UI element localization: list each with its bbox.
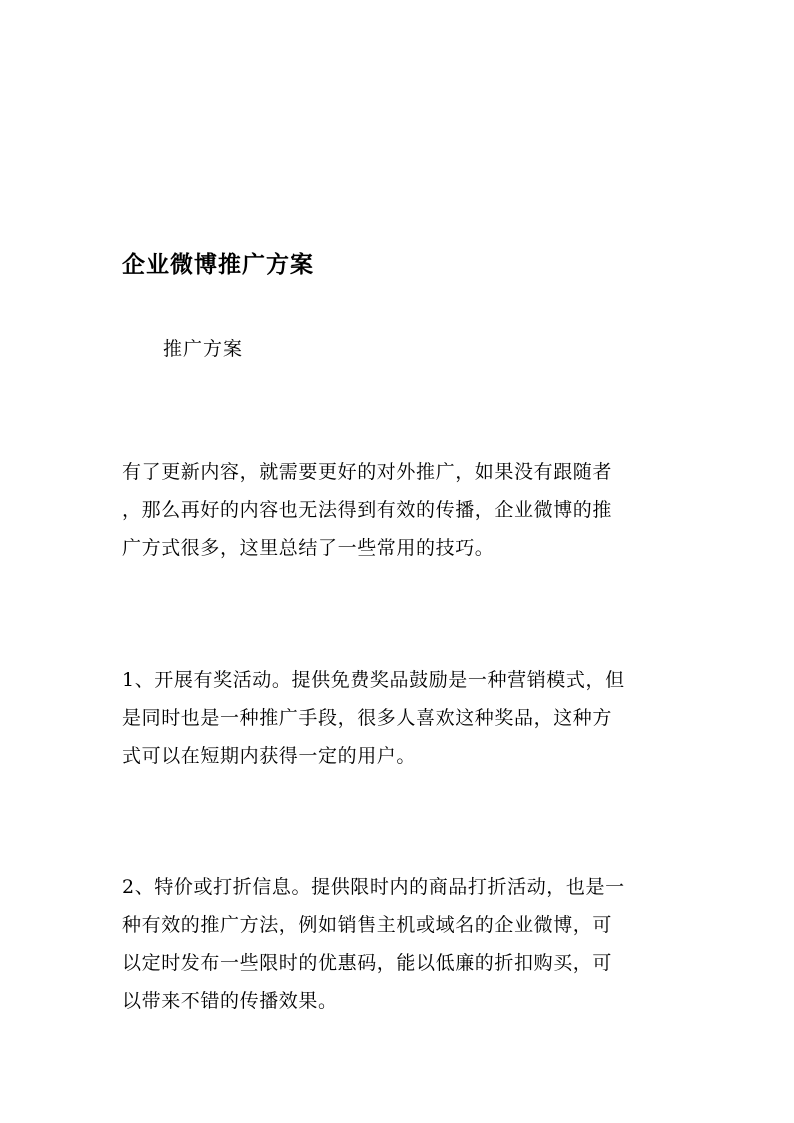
intro-paragraph [122, 453, 682, 567]
paragraph-line: 1、开展有奖活动。提供免费奖品鼓励是一种营销模式，但 [122, 669, 625, 691]
paragraph-line: 广方式很多，这里总结了一些常用的技巧。 [122, 537, 495, 559]
paragraph-line: 有了更新内容，就需要更好的对外推广，如果没有跟随者 [122, 461, 613, 483]
paragraph-line: 以定时发布一些限时的优惠码，能以低廉的折扣购买，可 [122, 952, 613, 974]
tip-2-paragraph [122, 868, 682, 1020]
paragraph-line: 种有效的推广方法，例如销售主机或域名的企业微博，可 [122, 914, 613, 936]
paragraph-line: 式可以在短期内获得一定的用户。 [122, 745, 417, 767]
paragraph-line: 2、特价或打折信息。提供限时内的商品打折活动，也是一 [122, 876, 625, 898]
paragraph-line: 以带来不错的传播效果。 [122, 990, 338, 1012]
paragraph-line: 是同时也是一种推广手段，很多人喜欢这种奖品，这种方 [122, 707, 613, 729]
document-subtitle: 推广方案 [163, 338, 244, 360]
paragraph-line: ，那么再好的内容也无法得到有效的传播，企业微博的推 [122, 499, 613, 521]
document-title: 企业微博推广方案 [122, 251, 314, 278]
tip-1-paragraph [122, 661, 682, 775]
